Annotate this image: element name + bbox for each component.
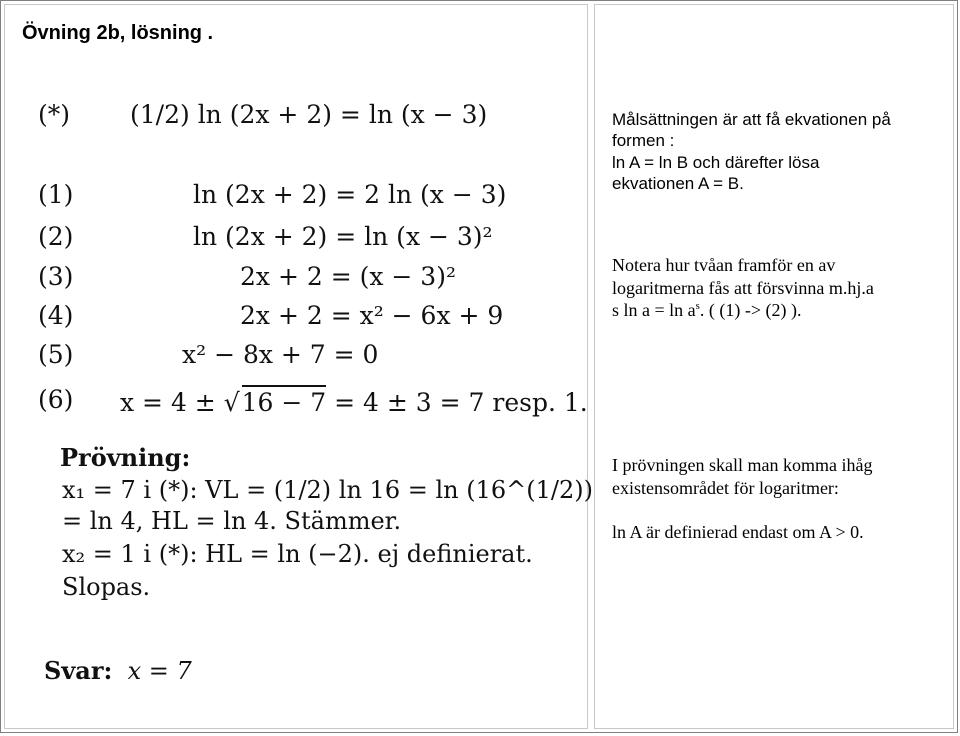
proof-line: x₂ = 1 i (*): HL = ln (−2). ej definierat. [62, 540, 533, 568]
domain-note: I prövningen skall man komma ihåg existensområdet för logaritmer: ln A är definierad endast om A > 0. [612, 455, 873, 542]
step-label: (5) [38, 340, 74, 369]
step-equation: x = 4 ± √16 − 7 = 4 ± 3 = 7 resp. 1. [120, 385, 588, 417]
answer-label: Svar: [44, 656, 113, 685]
sqrt-radicand: 16 − 7 [242, 385, 327, 417]
step-equation: (1/2) ln (2x + 2) = ln (x − 3) [130, 100, 488, 129]
proof-heading: Prövning: [60, 443, 191, 472]
step-label: (4) [38, 301, 74, 330]
step-equation: ln (2x + 2) = ln (x − 3)² [193, 222, 493, 251]
proof-line: x₁ = 7 i (*): VL = (1/2) ln 16 = ln (16^(1/2)) [62, 476, 593, 504]
proof-line: Slopas. [62, 573, 151, 601]
coefficient-note: Notera hur tvåan framför en av logaritmerna fås att försvinna m.hj.a s $\ln a = \ln a^s$. ( (1) -> (2) ). [612, 255, 874, 320]
goal-note: Målsättningen är att få ekvationen på formen : ln A = ln B och därefter lösa ekvationen A = B. [612, 110, 891, 193]
step-label: (1) [38, 180, 74, 209]
step-label: (3) [38, 262, 74, 291]
proof-line: = ln 4, HL = ln 4. Stämmer. [62, 507, 402, 535]
step-label: (2) [38, 222, 74, 251]
step-equation: x² − 8x + 7 = 0 [182, 340, 379, 369]
step-equation: 2x + 2 = x² − 6x + 9 [240, 301, 504, 330]
answer-value: x = 7 [127, 657, 192, 685]
step-equation: 2x + 2 = (x − 3)² [240, 262, 456, 291]
step-equation: ln (2x + 2) = 2 ln (x − 3) [193, 180, 507, 209]
step-label: (6) [38, 385, 74, 414]
answer [44, 656, 192, 685]
page-title: Övning 2b, lösning . [22, 22, 214, 44]
step-label: (*) [38, 100, 71, 129]
